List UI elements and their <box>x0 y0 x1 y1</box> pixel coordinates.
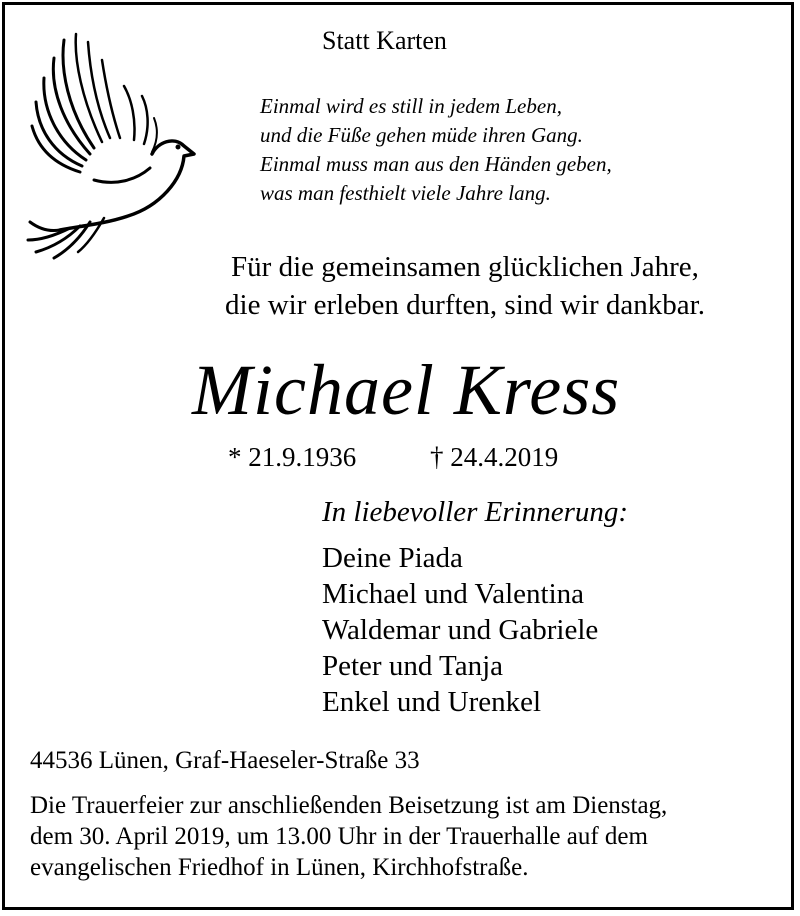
mourner: Peter und Tanja <box>322 650 504 682</box>
poem-line: Einmal wird es still in jedem Leben, <box>260 94 562 118</box>
notice-line: dem 30. April 2019, um 13.00 Uhr in der Trauerhalle auf dem <box>30 823 648 850</box>
deceased-name: Michael Kress <box>192 350 621 430</box>
poem-line: und die Füße gehen müde ihren Gang. <box>260 123 583 147</box>
memory-line: In liebevoller Erinnerung: <box>322 496 629 528</box>
poem-line: was man festhielt viele Jahre lang. <box>260 181 551 205</box>
birth-date: * 21.9.1936 <box>228 442 357 472</box>
statt-karten-header: Statt Karten <box>322 26 447 55</box>
mourner: Enkel und Urenkel <box>322 686 542 718</box>
death-date: † 24.4.2019 <box>430 442 559 472</box>
dove-icon <box>24 30 200 260</box>
mourners-list <box>322 540 598 720</box>
gratitude-line: die wir erleben durften, sind wir dankbar. <box>225 289 705 321</box>
notice-line: Die Trauerfeier zur anschließenden Beisetzung ist am Dienstag, <box>30 792 668 819</box>
mourner: Waldemar und Gabriele <box>322 614 599 646</box>
notice-line: evangelischen Friedhof in Lünen, Kirchhofstraße. <box>30 854 529 881</box>
mourner: Deine Piada <box>322 542 463 574</box>
address: 44536 Lünen, Graf-Haeseler-Straße 33 <box>30 747 420 774</box>
mourner: Michael und Valentina <box>322 578 585 610</box>
poem <box>260 92 612 208</box>
funeral-notice <box>30 790 775 883</box>
gratitude-line: Für die gemeinsamen glücklichen Jahre, <box>231 251 699 283</box>
gratitude-text <box>0 248 800 324</box>
poem-line: Einmal muss man aus den Händen geben, <box>260 152 612 176</box>
